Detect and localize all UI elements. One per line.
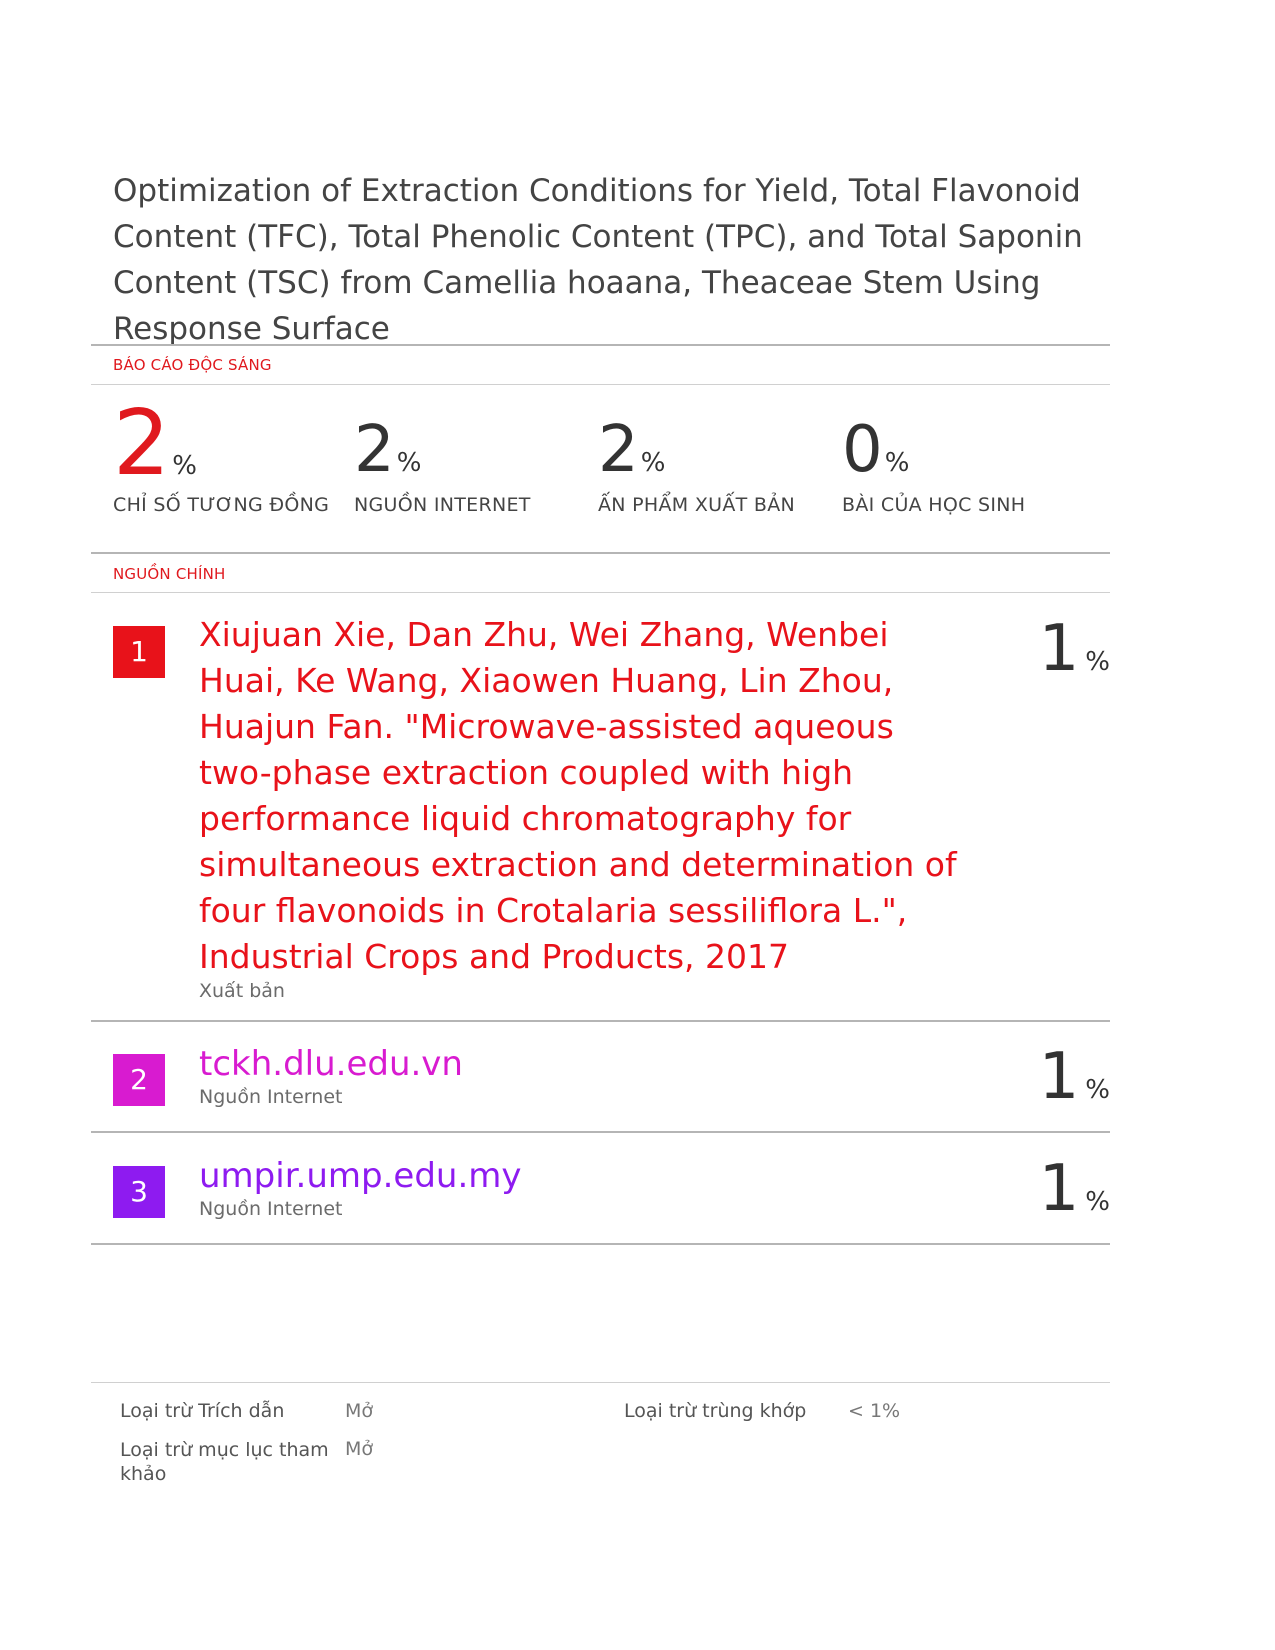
exclude-bibliography-value: Mở (345, 1438, 374, 1460)
similarity-index-value: 2 (113, 391, 171, 496)
source-percent: 1 % (1038, 1152, 1110, 1226)
source-rank-badge: 3 (113, 1166, 165, 1218)
divider (91, 552, 1110, 554)
exclude-matches-label: Loại trừ trùng khớp (624, 1400, 807, 1422)
internet-sources-value: 2 (354, 413, 395, 487)
footer-divider (91, 1382, 1110, 1383)
student-papers-stat (842, 413, 1026, 516)
source-type: Nguồn Internet (199, 1198, 343, 1220)
source-type: Nguồn Internet (199, 1086, 343, 1108)
source-type: Xuất bản (199, 980, 285, 1002)
divider (91, 1020, 1110, 1022)
publications-stat (598, 413, 796, 516)
exclude-bibliography-label: Loại trừ mục lục tham khảo (120, 1439, 329, 1485)
source-percent: 1 % (1038, 612, 1110, 686)
internet-sources-label: NGUỒN INTERNET (354, 494, 531, 516)
exclude-quotes-value: Mở (345, 1400, 374, 1422)
divider (91, 384, 1110, 385)
source-title[interactable]: tckh.dlu.edu.vn (199, 1044, 463, 1084)
similarity-index-stat (113, 391, 330, 516)
originality-report-label: BÁO CÁO ĐỘC SÁNG (113, 356, 272, 374)
divider (91, 344, 1110, 346)
similarity-index-label: CHỈ SỐ TƯƠNG ĐỒNG (113, 494, 330, 516)
document-title: Optimization of Extraction Conditions for Yield, Total Flavonoid Content (TFC), Total Phenolic Content (TPC), and Total Saponin Content (TSC) from Camellia hoaana, Theaceae Stem Using Response Surface (113, 173, 1083, 347)
publications-value: 2 (598, 413, 639, 487)
divider (91, 1131, 1110, 1133)
student-papers-unit: % (884, 448, 910, 478)
primary-sources-label: NGUỒN CHÍNH (113, 565, 226, 583)
source-item-3[interactable] (113, 1152, 1110, 1232)
source-rank-badge: 2 (113, 1054, 165, 1106)
source-title[interactable]: Xiujuan Xie, Dan Zhu, Wei Zhang, Wenbei Huai, Ke Wang, Xiaowen Huang, Lin Zhou, Huajun Fan. "Microwave-assisted aqueous two-phase extraction coupled with high performance liquid chromatography for simultaneous extraction and determination of four flavonoids in Crotalaria sessiliflora L.", Industrial Crops and Products, 2017 (199, 615, 957, 976)
source-rank-badge: 1 (113, 626, 165, 678)
internet-sources-stat (354, 413, 531, 516)
similarity-index-unit: % (172, 451, 197, 481)
publications-unit: % (640, 448, 666, 478)
source-percent: 1 % (1038, 1040, 1110, 1114)
exclude-matches-value: < 1% (848, 1400, 901, 1422)
source-title[interactable]: umpir.ump.edu.my (199, 1156, 522, 1196)
exclude-quotes-label: Loại trừ Trích dẫn (120, 1400, 285, 1422)
divider (91, 592, 1110, 593)
source-item-1[interactable] (113, 612, 1110, 1012)
student-papers-label: BÀI CỦA HỌC SINH (842, 494, 1026, 516)
source-item-2[interactable] (113, 1040, 1110, 1120)
internet-sources-unit: % (396, 448, 422, 478)
publications-label: ẤN PHẨM XUẤT BẢN (598, 494, 796, 516)
divider (91, 1243, 1110, 1245)
student-papers-value: 0 (842, 413, 883, 487)
